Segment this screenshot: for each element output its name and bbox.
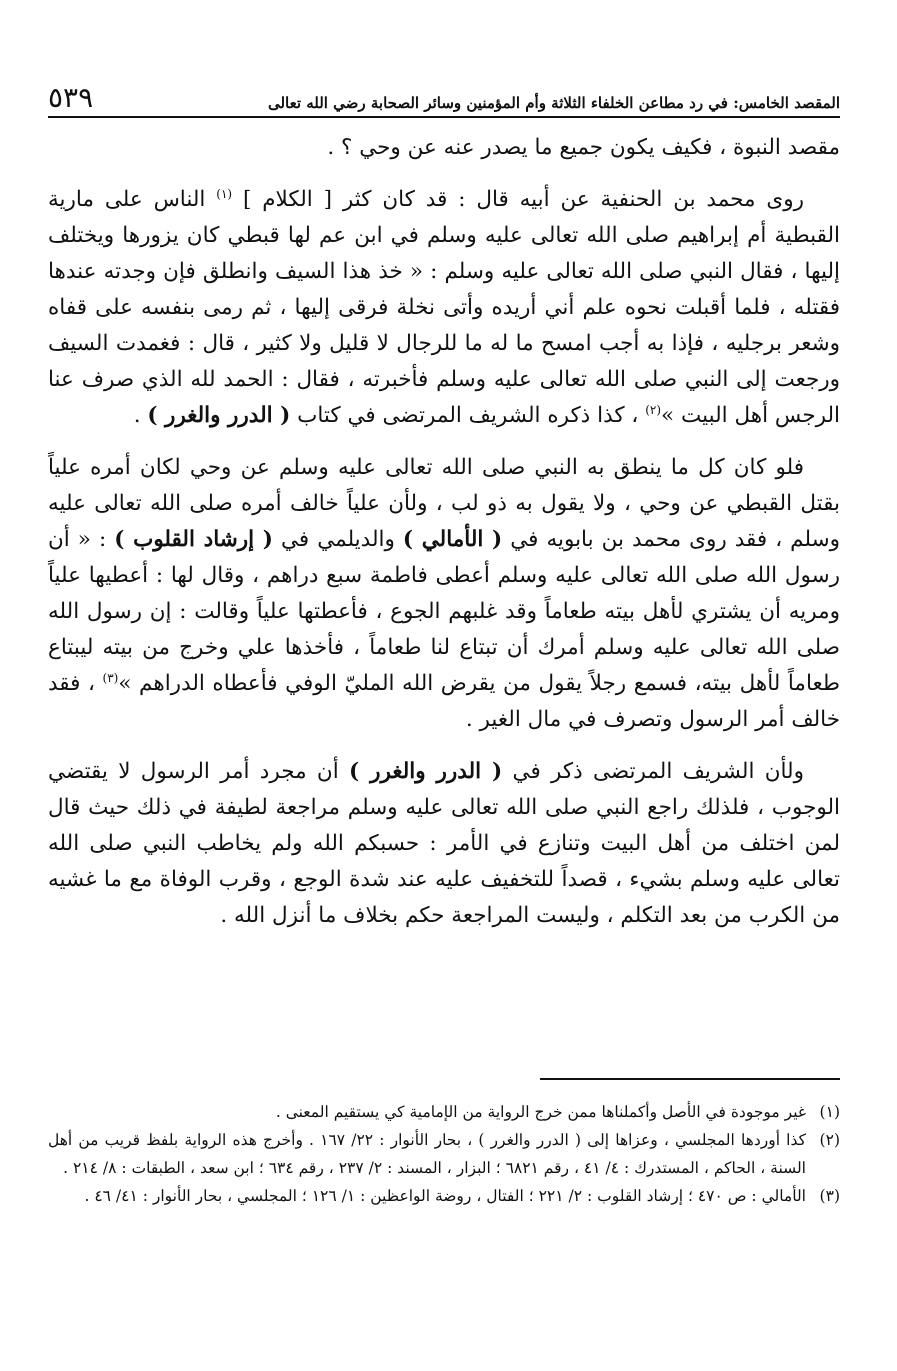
book-title-irshad: ( إرشاد القلوب ) <box>114 527 273 552</box>
footnote-ref-3: (٣) <box>102 670 119 685</box>
paragraph-4 <box>48 754 840 934</box>
footnote-divider <box>540 1078 840 1080</box>
paragraph-1-text: مقصد النبوة ، فكيف يكون جميع ما يصدر عنه عن وحي ؟ . <box>327 135 840 160</box>
footnote-3-text: الأمالي : ص ٤٧٠ ؛ إرشاد القلوب : ٢/ ٢٢١ ؛ الفتال ، روضة الواعظين : ١/ ١٢٦ ؛ المجلسي ، بحار الأنوار : ٤١/ ٤٦ . <box>84 1187 806 1205</box>
paragraph-3-text-a: فلو كان كل ما ينطق به النبي صلى الله تعالى عليه وسلم عن وحي لكان أمره علياً بقتل القبطي عن وحي ، ولا يقول به ذو لب ، ولأن علياً خالف أمره صلى الله تعالى عليه وسلم ، فقد روى محمد بن بابويه في <box>48 455 840 552</box>
paragraph-4-text-b: أن مجرد أمر الرسول لا يقتضي الوجوب ، فلذلك راجع النبي صلى الله تعالى عليه وسلم مراجعة لطيفة في ذلك حيث قال لمن اختلف من أهل البيت وتنازع في الأمر : حسبكم الله ولم يخاطب النبي صلى الله تعالى عليه وسلم بشيء ، قصداً للتخفيف عليه عند شدة الوجع ، وقرب الوفاة مع ما غشيه من الكرب من بعد التكلم ، وليست المراجعة حكم بخلاف ما أنزل الله . <box>48 759 840 928</box>
paragraph-3 <box>48 450 840 738</box>
footnote-2 <box>48 1126 840 1182</box>
footnote-2-text: كذا أوردها المجلسي ، وعزاها إلى ( الدرر والغرر ) ، بحار الأنوار : ٢٢/ ١٦٧ . وأخرج هذه الرواية بلفظ قريب من أهل السنة ، الحاكم ، المستدرك : ٤/ ٤١ ، رقم ٦٨٢١ ؛ البزار ، المسند : ٢/ ٢٣٧ ، رقم ٦٣٤ ؛ ابن سعد ، الطبقات : ٨/ ٢١٤ . <box>48 1131 806 1177</box>
book-title-durar: ( الدرر والغرر ) <box>147 403 291 428</box>
footnote-1-number: (١) <box>819 1103 840 1121</box>
footnote-3 <box>48 1182 840 1210</box>
paragraph-2-text-b: الناس على مارية القبطية أم إبراهيم صلى الله تعالى عليه وسلم في ابن عم لها قبطي كان يزورها ويختلف إليها ، فقال النبي صلى الله تعالى عليه وسلم : « خذ هذا السيف وانطلق فإن وجدته عندها فقتله ، فلما أقبلت نحوه علم أني أريده وأتى نخلة فرقى إليها ، ثم رمى بنفسه على قفاه وشعر برجليه ، فإذا به أجب امسح ما له ما للرجال لا قليل ولا كثير ، قال : فغمدت السيف ورجعت إلى النبي صلى الله تعالى عليه وسلم فأخبرته ، فقال : الحمد لله الذي صرف عنا الرجس أهل البيت » <box>48 187 840 428</box>
footnote-1 <box>48 1098 840 1126</box>
footnote-ref-2: (٢) <box>645 402 662 417</box>
running-title: المقصد الخامس: في رد مطاعن الخلفاء الثلاثة وأم المؤمنين وسائر الصحابة رضي الله تعالى <box>267 94 840 112</box>
footnote-3-number: (٣) <box>819 1187 840 1205</box>
paragraph-3-text-d: ، فقد خالف أمر الرسول وتصرف في مال الغير . <box>48 671 840 732</box>
paragraph-2-text-a: روى محمد بن الحنفية عن أبيه قال : قد كان كثر [ الكلام ] <box>242 187 804 212</box>
book-title-durar-2: ( الدرر والغرر ) <box>348 759 503 784</box>
book-title-amali: ( الأمالي ) <box>402 527 503 552</box>
paragraph-3-text-b: والديلمي في <box>272 527 403 552</box>
footnotes <box>48 1098 840 1210</box>
footnote-ref-1: (١) <box>216 186 233 201</box>
paragraph-3-text-c: : « أن رسول الله صلى الله تعالى عليه وسلم أعطى فاطمة سبع دراهم ، وقال لها : أعطيها علياً ومريه أن يشتري لأهل بيته طعاماً وقد غلبهم الجوع ، فأعطتها علياً وقالت : إن رسول الله صلى الله تعالى عليه وسلم أمرك أن تبتاع لنا طعاماً ، فأخذها علي وخرج من بيته ليبتاع طعاماً لأهل بيته، فسمع رجلاً يقول من يقرض الله المليّ الوفي فأعطاه الدراهم » <box>48 527 840 696</box>
page-number: ٥٣٩ <box>48 81 94 114</box>
book-page <box>48 70 840 1350</box>
paragraph-4-text-a: ولأن الشريف المرتضى ذكر في <box>502 759 804 784</box>
running-header <box>48 70 840 118</box>
main-text <box>48 130 840 934</box>
paragraph-2-text-c: ، كذا ذكره الشريف المرتضى في كتاب <box>290 403 639 428</box>
footnote-1-text: غير موجودة في الأصل وأكملناها ممن خرج الرواية من الإمامية كي يستقيم المعنى . <box>275 1103 806 1121</box>
paragraph-1 <box>48 130 840 166</box>
paragraph-2 <box>48 182 840 434</box>
footnote-2-number: (٢) <box>819 1131 840 1149</box>
paragraph-2-text-d: . <box>133 403 148 428</box>
